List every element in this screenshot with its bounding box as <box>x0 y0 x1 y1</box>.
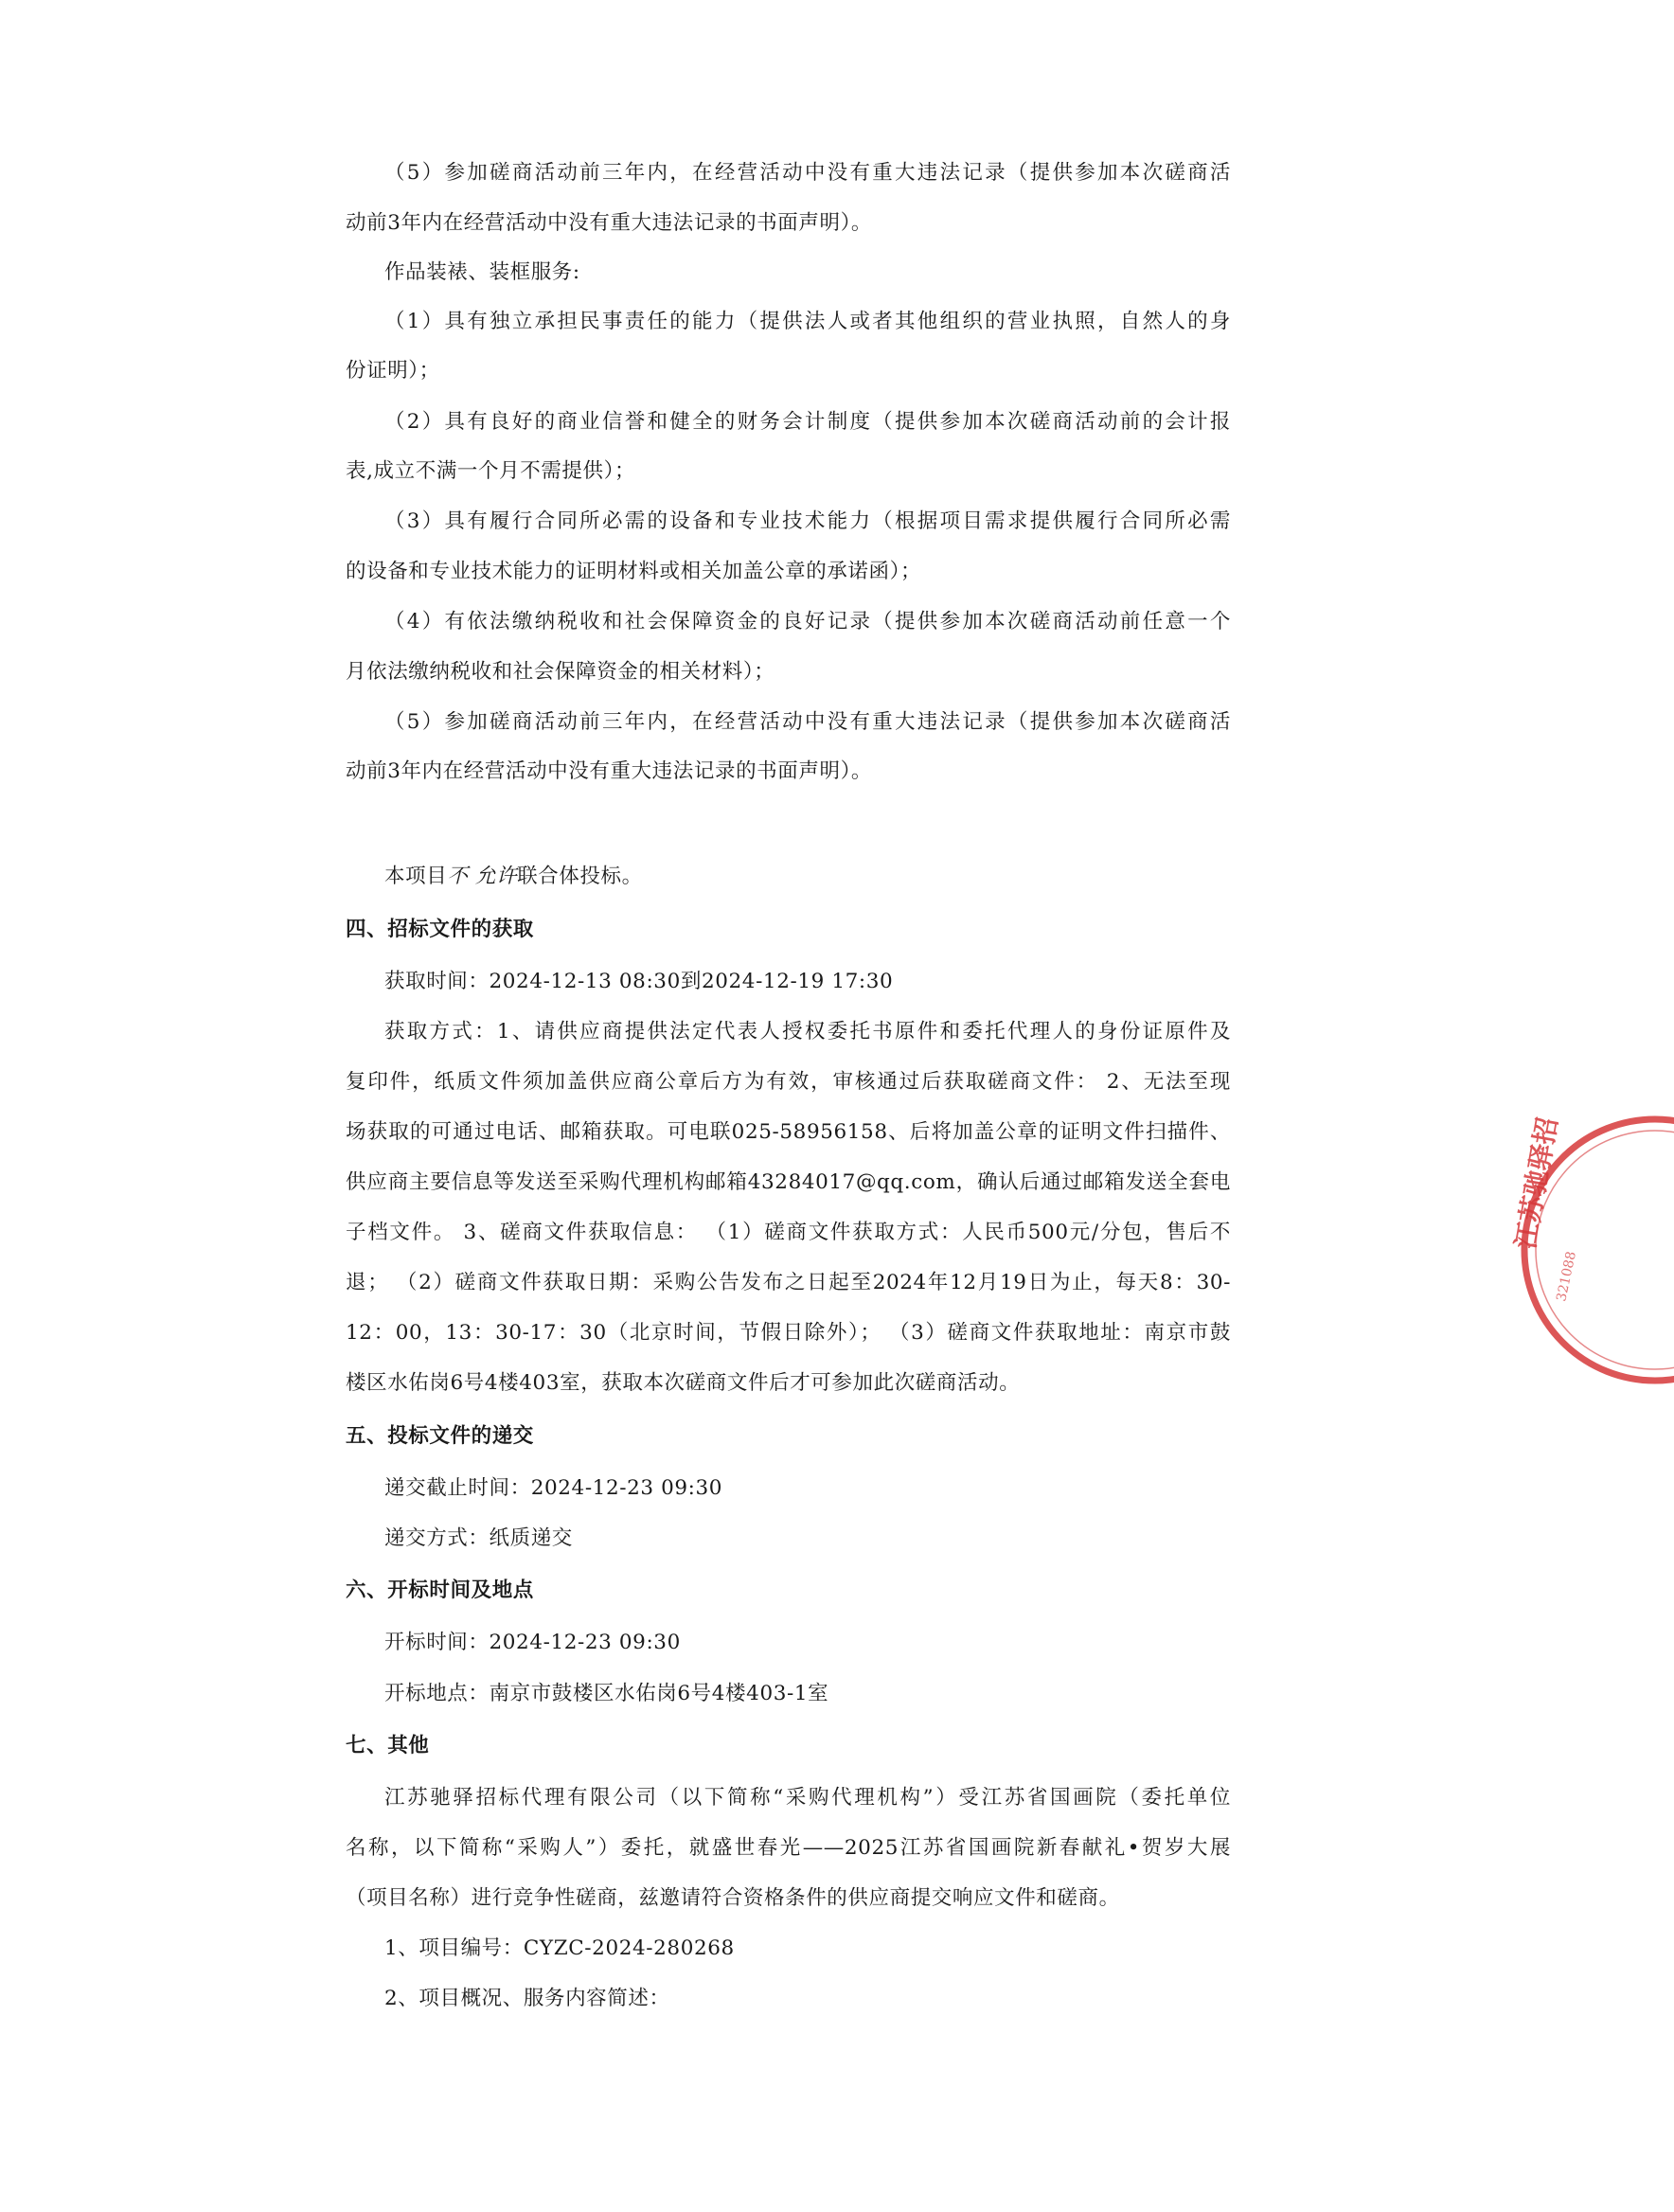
other-intro-line: 名称，以下简称“采购人”）委托，就盛世春光——2025江苏省国画院新春献礼•贺岁大展 <box>346 1836 1231 1860</box>
section-heading-7: 七、其他 <box>346 1734 430 1757</box>
paragraph-line: （4）有依法缴纳税收和社会保障资金的良好记录（提供参加本次磋商活动前任意一个 <box>384 610 1231 633</box>
subheading-framing-service: 作品装裱、装框服务: <box>384 260 580 284</box>
acquisition-method-line: 12：00，13：30-17：30（北京时间，节假日除外）； （3）磋商文件获取地址：南京市鼓 <box>346 1321 1231 1345</box>
other-intro-line: （项目名称）进行竞争性磋商，兹邀请符合资格条件的供应商提交响应文件和磋商。 <box>346 1886 1120 1910</box>
opening-time: 开标时间：2024-12-23 09:30 <box>384 1631 681 1654</box>
paragraph-line: （3）具有履行合同所必需的设备和专业技术能力（根据项目需求提供履行合同所必需 <box>384 509 1231 533</box>
paragraph-line: （5）参加磋商活动前三年内，在经营活动中没有重大违法记录（提供参加本次磋商活 <box>384 161 1231 185</box>
paragraph-line: 表,成立不满一个月不需提供）； <box>346 459 636 483</box>
acquisition-method-line: 获取方式：1、请供应商提供法定代表人授权委托书原件和委托代理人的身份证原件及 <box>384 1020 1231 1044</box>
consortium-emphasis: 不 允许 <box>447 865 518 888</box>
paragraph-line: （5）参加磋商活动前三年内，在经营活动中没有重大违法记录（提供参加本次磋商活 <box>384 710 1231 734</box>
acquisition-method-line: 供应商主要信息等发送至采购代理机构邮箱43284017@qq.com，确认后通过邮箱发送全套电 <box>346 1170 1231 1194</box>
acquisition-time: 获取时间：2024-12-13 08:30到2024-12-19 17:30 <box>384 970 894 993</box>
opening-place: 开标地点：南京市鼓楼区水佑岗6号4楼403-1室 <box>384 1682 829 1705</box>
svg-text:321088: 321088 <box>1554 1250 1580 1303</box>
acquisition-method-line: 复印件，纸质文件须加盖供应商公章后方为有效，审核通过后获取磋商文件： 2、无法至现 <box>346 1070 1231 1094</box>
paragraph-line: 动前3年内在经营活动中没有重大违法记录的书面声明）。 <box>346 759 873 783</box>
svg-text:江苏驰驿招: 江苏驰驿招 <box>1509 1115 1564 1252</box>
consortium-prefix: 本项目 <box>384 865 448 888</box>
paragraph-line: 动前3年内在经营活动中没有重大违法记录的书面声明）。 <box>346 211 873 235</box>
paragraph-line: （1）具有独立承担民事责任的能力（提供法人或者其他组织的营业执照，自然人的身 <box>384 310 1231 333</box>
acquisition-method-line: 退； （2）磋商文件获取日期：采购公告发布之日起至2024年12月19日为止，每天8：30- <box>346 1271 1231 1294</box>
acquisition-method-line: 子档文件。 3、磋商文件获取信息： （1）磋商文件获取方式：人民币500元/分包，售后不 <box>346 1221 1231 1244</box>
paragraph-line: （2）具有良好的商业信誉和健全的财务会计制度（提供参加本次磋商活动前的会计报 <box>384 410 1231 434</box>
paragraph-line: 月依法缴纳税收和社会保障资金的相关材料）； <box>346 660 775 684</box>
paragraph-line: 份证明）； <box>346 359 440 383</box>
section-heading-4: 四、招标文件的获取 <box>346 918 534 941</box>
consortium-statement <box>384 863 643 891</box>
section-heading-5: 五、投标文件的递交 <box>346 1424 534 1448</box>
acquisition-method-line: 楼区水佑岗6号4楼403室，获取本次磋商文件后才可参加此次磋商活动。 <box>346 1371 1021 1395</box>
consortium-suffix: 联合体投标。 <box>517 865 643 888</box>
company-seal-stamp <box>1509 1108 1674 1392</box>
section-heading-6: 六、开标时间及地点 <box>346 1579 534 1602</box>
project-overview-label: 2、项目概况、服务内容简述： <box>384 1987 670 2010</box>
project-number: 1、项目编号：CYZC-2024-280268 <box>384 1936 735 1960</box>
paragraph-line: 的设备和专业技术能力的证明材料或相关加盖公章的承诺函）； <box>346 560 922 583</box>
submission-deadline: 递交截止时间：2024-12-23 09:30 <box>384 1476 723 1500</box>
acquisition-method-line: 场获取的可通过电话、邮箱获取。可电联025-58956158、后将加盖公章的证明文件扫描件、 <box>346 1120 1231 1144</box>
submission-method: 递交方式：纸质递交 <box>384 1526 573 1550</box>
other-intro-line: 江苏驰驿招标代理有限公司（以下简称“采购代理机构”）受江苏省国画院（委托单位 <box>384 1786 1231 1810</box>
